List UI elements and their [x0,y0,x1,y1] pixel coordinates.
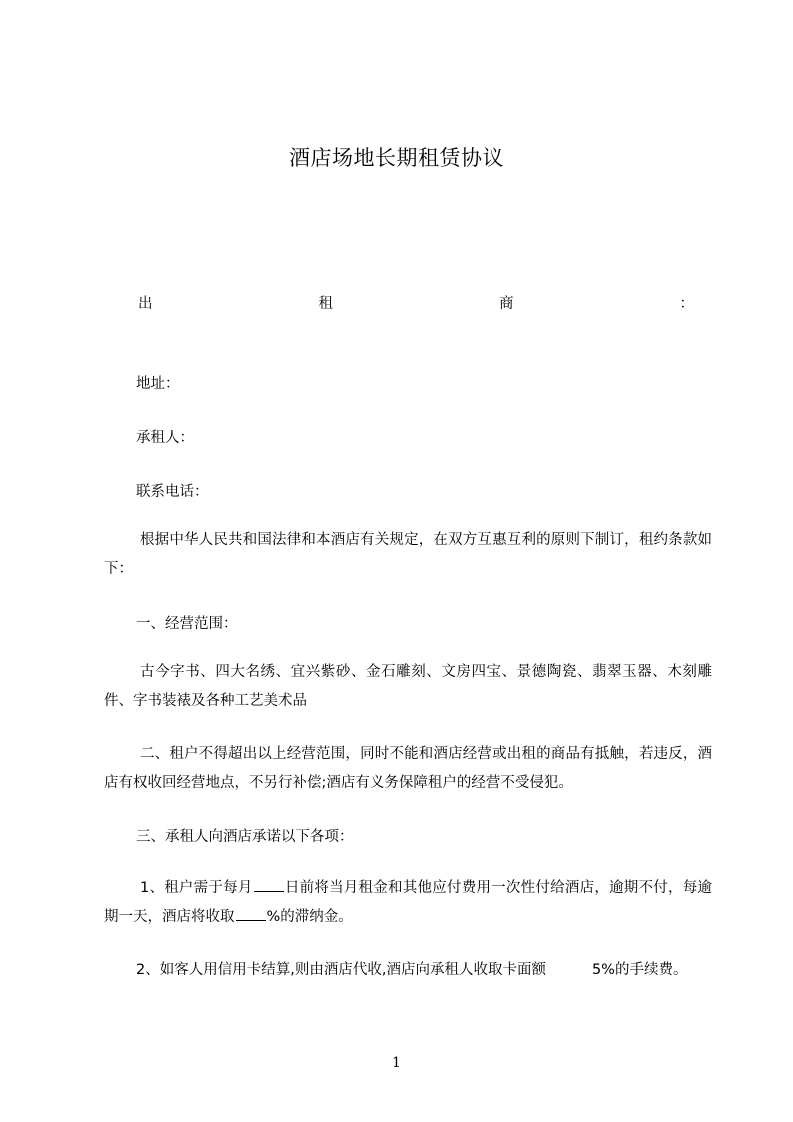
lessor-char: 租 [318,296,333,312]
item2-rate: 5%的手续费。 [591,962,688,978]
lessor-char: 商 [499,296,514,312]
section1-body: 古今字书、四大名绣、宜兴紫砂、金石雕刻、文房四宝、景德陶瓷、翡翠玉器、木刻雕件、字书装裱及各种工艺美术品 [104,664,712,709]
item1-text-1: 1、租户需于每月 [140,880,253,896]
phone-label: 联系电话： [136,484,209,500]
section1-heading: 一、经营范围： [136,616,238,632]
item1-text-2: 日前将当月租金和其他应付费用一次性付给酒店，逾期不付，每逾期一天，酒店将收取 [104,880,712,925]
document-title: 酒店场地长期租赁协议 [289,146,504,170]
section3-item2 [136,958,687,979]
lessor-char: 出 [138,296,153,312]
section3-item1 [104,874,712,932]
item2-text: 2、如客人用信用卡结算,则由酒店代收,酒店向承租人收取卡面额 [136,962,546,978]
section2-body: 二、租户不得超出以上经营范围，同时不能和酒店经营或出租的商品有抵触，若违反，酒店有权收回经营地点，不另行补偿;酒店有义务保障租户的经营不受侵犯。 [104,746,712,791]
lessor-colon: ： [679,296,694,312]
intro-paragraph: 根据中华人民共和国法律和本酒店有关规定，在双方互惠互利的原则下制订，租约条款如下： [104,532,712,577]
item1-text-3: %的滞纳金。 [266,909,353,925]
day-blank [254,878,284,892]
lessor-field [138,292,694,313]
page-number: 1 [392,1055,401,1071]
section3-heading: 三、承租人向酒店承诺以下各项： [136,829,354,845]
rate-blank [236,907,266,921]
tenant-label: 承租人： [136,430,194,446]
address-label: 地址： [136,376,180,392]
